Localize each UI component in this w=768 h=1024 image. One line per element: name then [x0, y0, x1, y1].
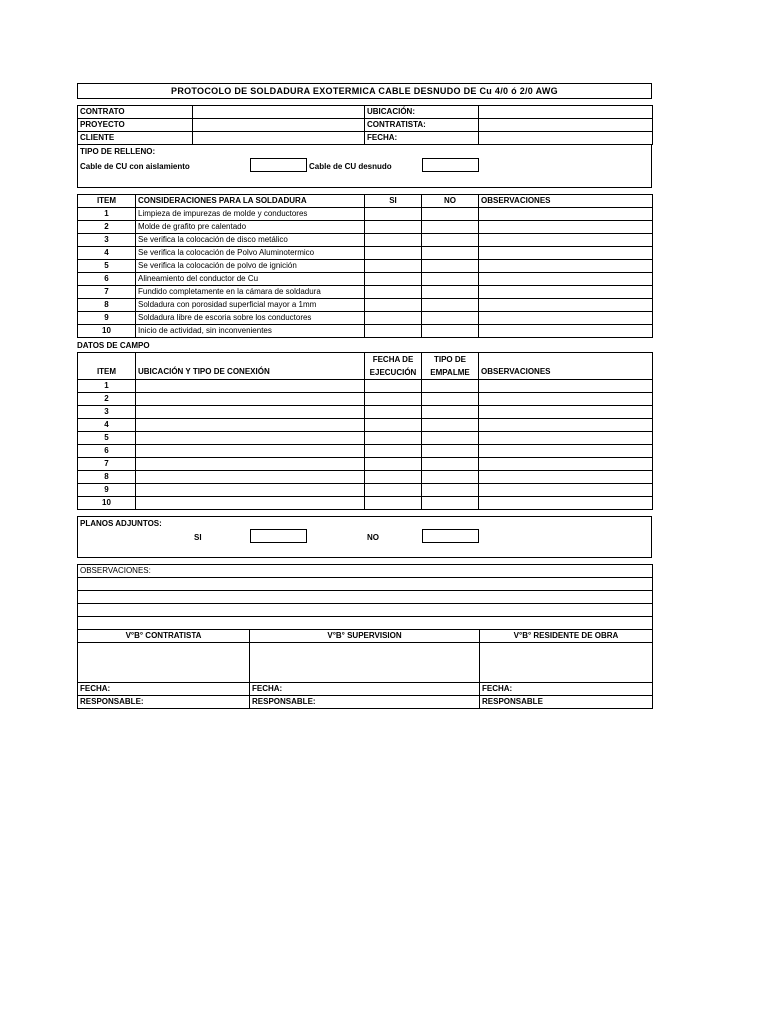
relleno-desnudo-checkbox[interactable]	[422, 158, 479, 172]
campo-observaciones-cell[interactable]	[479, 484, 653, 497]
consideration-observaciones-cell[interactable]	[479, 221, 653, 234]
consideration-no-cell[interactable]	[422, 260, 479, 273]
campo-fecha-cell[interactable]	[365, 484, 422, 497]
consideration-row	[78, 260, 653, 273]
campo-tipo-cell[interactable]	[422, 471, 479, 484]
relleno-aislamiento-checkbox[interactable]	[250, 158, 307, 172]
consideration-no-cell[interactable]	[422, 286, 479, 299]
consideration-row	[78, 312, 653, 325]
campo-item-number: 1	[78, 380, 136, 393]
contrato-label: CONTRATO	[78, 106, 193, 119]
considerations-table	[77, 194, 653, 338]
fecha-contratista-label: FECHA:	[78, 683, 250, 696]
fecha-label: FECHA:	[365, 132, 479, 145]
vb-contratista-label: V°B° CONTRATISTA	[78, 630, 250, 643]
campo-observaciones-cell[interactable]	[479, 432, 653, 445]
consideration-observaciones-cell[interactable]	[479, 247, 653, 260]
relleno-option-desnudo-label: Cable de CU desnudo	[309, 162, 392, 171]
campo-header-tipo: TIPO DE EMPALME	[422, 353, 479, 380]
campo-ubicacion-cell[interactable]	[136, 471, 365, 484]
campo-item-number: 5	[78, 432, 136, 445]
responsable-contratista-label: RESPONSABLE:	[78, 696, 250, 709]
consideration-text: Soldadura libre de escoria sobre los conductores	[136, 312, 365, 325]
consideration-si-cell[interactable]	[365, 247, 422, 260]
campo-item-number: 6	[78, 445, 136, 458]
campo-row	[78, 445, 653, 458]
fecha-residente-label: FECHA:	[480, 683, 653, 696]
signature-box-residente[interactable]	[480, 643, 653, 683]
planos-no-label: NO	[367, 533, 379, 542]
consideration-si-cell[interactable]	[365, 234, 422, 247]
observaciones-line[interactable]	[78, 578, 653, 591]
datos-campo-table	[77, 352, 653, 510]
consideration-item-number: 9	[78, 312, 136, 325]
campo-ubicacion-cell[interactable]	[136, 406, 365, 419]
consideration-row	[78, 221, 653, 234]
campo-row	[78, 497, 653, 510]
consideration-text: Molde de grafito pre calentado	[136, 221, 365, 234]
consideration-row	[78, 299, 653, 312]
campo-ubicacion-cell[interactable]	[136, 458, 365, 471]
consideration-item-number: 6	[78, 273, 136, 286]
consideration-observaciones-cell[interactable]	[479, 325, 653, 338]
campo-item-number: 10	[78, 497, 136, 510]
observaciones-label: OBSERVACIONES:	[78, 565, 653, 578]
consideration-row	[78, 247, 653, 260]
signature-box-supervision[interactable]	[250, 643, 480, 683]
campo-tipo-cell[interactable]	[422, 484, 479, 497]
consideration-no-cell[interactable]	[422, 247, 479, 260]
campo-observaciones-cell[interactable]	[479, 458, 653, 471]
campo-fecha-cell[interactable]	[365, 497, 422, 510]
col-header-no: NO	[422, 195, 479, 208]
col-header-item: ITEM	[78, 195, 136, 208]
campo-row	[78, 406, 653, 419]
campo-observaciones-cell[interactable]	[479, 393, 653, 406]
campo-item-number: 8	[78, 471, 136, 484]
campo-tipo-cell[interactable]	[422, 393, 479, 406]
ubicacion-label: UBICACIÓN:	[365, 106, 479, 119]
consideration-item-number: 10	[78, 325, 136, 338]
fecha-supervision-label: FECHA:	[250, 683, 480, 696]
campo-fecha-cell[interactable]	[365, 380, 422, 393]
planos-no-checkbox[interactable]	[422, 529, 479, 543]
consideration-si-cell[interactable]	[365, 312, 422, 325]
col-header-observaciones: OBSERVACIONES	[479, 195, 653, 208]
planos-si-checkbox[interactable]	[250, 529, 307, 543]
consideration-row	[78, 325, 653, 338]
consideration-item-number: 3	[78, 234, 136, 247]
protocol-sheet	[77, 83, 652, 709]
campo-fecha-cell[interactable]	[365, 445, 422, 458]
campo-fecha-cell[interactable]	[365, 419, 422, 432]
consideration-item-number: 7	[78, 286, 136, 299]
col-header-si: SI	[365, 195, 422, 208]
proyecto-label: PROYECTO	[78, 119, 193, 132]
consideration-no-cell[interactable]	[422, 325, 479, 338]
consideration-text: Soldadura con porosidad superficial mayor a 1mm	[136, 299, 365, 312]
consideration-observaciones-cell[interactable]	[479, 312, 653, 325]
datos-campo-label: DATOS DE CAMPO	[77, 341, 150, 350]
cliente-label: CLIENTE	[78, 132, 193, 145]
campo-ubicacion-cell[interactable]	[136, 393, 365, 406]
campo-tipo-cell[interactable]	[422, 445, 479, 458]
observaciones-table	[77, 564, 653, 709]
campo-fecha-cell[interactable]	[365, 432, 422, 445]
consideration-item-number: 8	[78, 299, 136, 312]
consideration-observaciones-cell[interactable]	[479, 234, 653, 247]
consideration-item-number: 2	[78, 221, 136, 234]
campo-ubicacion-cell[interactable]	[136, 497, 365, 510]
consideration-text: Se verifica la colocación de polvo de ignición	[136, 260, 365, 273]
consideration-item-number: 5	[78, 260, 136, 273]
consideration-row	[78, 273, 653, 286]
campo-observaciones-cell[interactable]	[479, 380, 653, 393]
planos-section	[77, 516, 652, 558]
consideration-text: Fundido completamente en la cámara de soldadura	[136, 286, 365, 299]
col-header-consideraciones: CONSIDERACIONES PARA LA SOLDADURA	[136, 195, 365, 208]
consideration-text: Alineamiento del conductor de Cu	[136, 273, 365, 286]
campo-item-number: 9	[78, 484, 136, 497]
consideration-observaciones-cell[interactable]	[479, 260, 653, 273]
responsable-supervision-label: RESPONSABLE:	[250, 696, 480, 709]
consideration-row	[78, 208, 653, 221]
observaciones-line[interactable]	[78, 591, 653, 604]
campo-ubicacion-cell[interactable]	[136, 445, 365, 458]
cliente-value[interactable]	[193, 132, 365, 145]
campo-item-number: 7	[78, 458, 136, 471]
campo-observaciones-cell[interactable]	[479, 445, 653, 458]
campo-header-observaciones: OBSERVACIONES	[479, 353, 653, 380]
campo-header-item: ITEM	[78, 353, 136, 380]
campo-tipo-cell[interactable]	[422, 458, 479, 471]
consideration-item-number: 4	[78, 247, 136, 260]
campo-row	[78, 484, 653, 497]
consideration-text: Se verifica la colocación de Polvo Aluminotermico	[136, 247, 365, 260]
consideration-si-cell[interactable]	[365, 299, 422, 312]
consideration-si-cell[interactable]	[365, 221, 422, 234]
consideration-no-cell[interactable]	[422, 234, 479, 247]
campo-fecha-cell[interactable]	[365, 406, 422, 419]
consideration-no-cell[interactable]	[422, 312, 479, 325]
fecha-value[interactable]	[479, 132, 653, 145]
campo-item-number: 3	[78, 406, 136, 419]
campo-row	[78, 432, 653, 445]
vb-supervision-label: V°B° SUPERVISION	[250, 630, 480, 643]
relleno-option-aislamiento-label: Cable de CU con aislamiento	[80, 162, 190, 171]
responsable-residente-label: RESPONSABLE	[480, 696, 653, 709]
campo-ubicacion-cell[interactable]	[136, 419, 365, 432]
consideration-si-cell[interactable]	[365, 273, 422, 286]
consideration-text: Inicio de actividad, sin inconvenientes	[136, 325, 365, 338]
vb-residente-label: V°B° RESIDENTE DE OBRA	[480, 630, 653, 643]
campo-ubicacion-cell[interactable]	[136, 380, 365, 393]
consideration-no-cell[interactable]	[422, 208, 479, 221]
campo-fecha-cell[interactable]	[365, 458, 422, 471]
consideration-si-cell[interactable]	[365, 286, 422, 299]
campo-observaciones-cell[interactable]	[479, 419, 653, 432]
campo-tipo-cell[interactable]	[422, 419, 479, 432]
campo-observaciones-cell[interactable]	[479, 471, 653, 484]
campo-row	[78, 419, 653, 432]
proyecto-value[interactable]	[193, 119, 365, 132]
consideration-text: Se verifica la colocación de disco metálico	[136, 234, 365, 247]
consideration-no-cell[interactable]	[422, 273, 479, 286]
relleno-label: TIPO DE RELLENO:	[80, 147, 156, 156]
campo-observaciones-cell[interactable]	[479, 497, 653, 510]
consideration-observaciones-cell[interactable]	[479, 208, 653, 221]
campo-fecha-cell[interactable]	[365, 471, 422, 484]
observaciones-line[interactable]	[78, 604, 653, 617]
consideration-text: Limpieza de impurezas de molde y conductores	[136, 208, 365, 221]
campo-observaciones-cell[interactable]	[479, 406, 653, 419]
campo-tipo-cell[interactable]	[422, 432, 479, 445]
campo-tipo-cell[interactable]	[422, 380, 479, 393]
consideration-si-cell[interactable]	[365, 260, 422, 273]
relleno-section	[77, 145, 652, 188]
consideration-si-cell[interactable]	[365, 325, 422, 338]
campo-row	[78, 393, 653, 406]
campo-ubicacion-cell[interactable]	[136, 432, 365, 445]
page-title: PROTOCOLO DE SOLDADURA EXOTERMICA CABLE DESNUDO DE Cu 4/0 ó 2/0 AWG	[78, 84, 652, 99]
contratista-label: CONTRATISTA:	[365, 119, 479, 132]
consideration-si-cell[interactable]	[365, 208, 422, 221]
campo-tipo-cell[interactable]	[422, 406, 479, 419]
consideration-observaciones-cell[interactable]	[479, 299, 653, 312]
contrato-value[interactable]	[193, 106, 365, 119]
campo-ubicacion-cell[interactable]	[136, 484, 365, 497]
consideration-no-cell[interactable]	[422, 221, 479, 234]
title-table	[77, 83, 652, 99]
campo-tipo-cell[interactable]	[422, 497, 479, 510]
ubicacion-value[interactable]	[479, 106, 653, 119]
consideration-no-cell[interactable]	[422, 299, 479, 312]
campo-item-number: 4	[78, 419, 136, 432]
consideration-row	[78, 286, 653, 299]
campo-fecha-cell[interactable]	[365, 393, 422, 406]
contratista-value[interactable]	[479, 119, 653, 132]
consideration-row	[78, 234, 653, 247]
planos-si-label: SI	[194, 533, 202, 542]
campo-header-ubicacion: UBICACIÓN Y TIPO DE CONEXIÓN	[136, 353, 365, 380]
campo-item-number: 2	[78, 393, 136, 406]
planos-label: PLANOS ADJUNTOS:	[80, 519, 162, 528]
consideration-item-number: 1	[78, 208, 136, 221]
campo-row	[78, 458, 653, 471]
observaciones-line[interactable]	[78, 617, 653, 630]
campo-row	[78, 380, 653, 393]
signature-box-contratista[interactable]	[78, 643, 250, 683]
campo-row	[78, 471, 653, 484]
consideration-observaciones-cell[interactable]	[479, 273, 653, 286]
header-info-table	[77, 105, 653, 145]
consideration-observaciones-cell[interactable]	[479, 286, 653, 299]
campo-header-fecha: FECHA DE EJECUCIÓN	[365, 353, 422, 380]
